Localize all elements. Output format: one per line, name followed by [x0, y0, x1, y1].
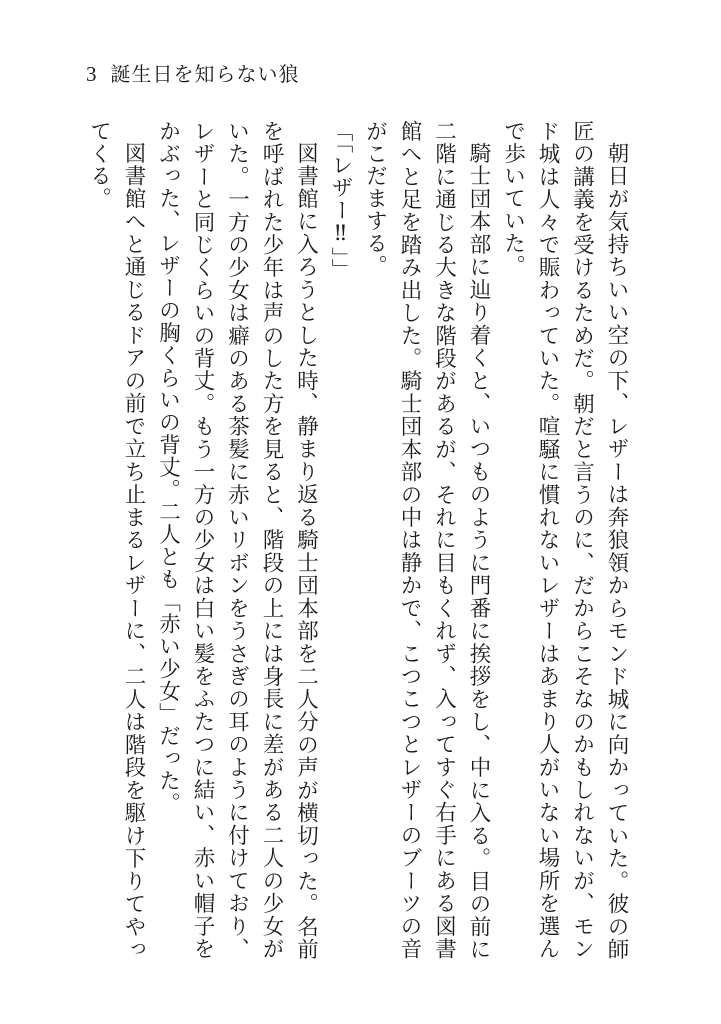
chapter-header	[86, 60, 300, 88]
paragraph-library-door: 図書館へと通じるドアの前で立ち止まるレザーに、二人は階段を駆け下りてやってくる。	[86, 120, 146, 960]
dialogue-line: 「「レザー‼」」	[328, 120, 353, 282]
paragraph-knights-hq: 騎士団本部に辿り着くと、いつものように門番に挨拶をし、中に入る。目の前に二階に通じる大きな階段があるが、それに目もくれず、入ってすぐ右手にある図書館へと足を踏み出した。騎士団本部の中は静かで、こつこつとレザーのブーツの音がこだまする。	[362, 120, 491, 960]
paragraph-arrival: 朝日が気持ちいい空の下、レザーは奔狼領からモンド城に向かっていた。彼の師匠の講義を受けるためだ。朝だと言うのに、だからこそなのかもしれないが、モンド城は人々で賑わっていた。喧騒に慣れないレザーはあまり人がいない場所を選んで歩いていた。	[500, 120, 629, 960]
chapter-number: 3	[86, 62, 97, 86]
chapter-title: 誕生日を知らない狼	[110, 62, 300, 86]
paragraph-two-girls: 図書館に入ろうとした時、静まり返る騎士団本部を二人分の声が横切った。名前を呼ばれた少年は声のした方を見ると、階段の上には身長に差がある二人の少女がいた。一方の少女は癖のある茶髪に赤いリボンをうさぎの耳のように付けており、レザーと同じくらいの背丈。もう一方の少女は白い髪をふたつに結い、赤い帽子をかぶった、レザーの胸くらいの背丈。二人とも「赤い少女」だった。	[155, 120, 319, 960]
vertical-body-text	[73, 120, 633, 960]
